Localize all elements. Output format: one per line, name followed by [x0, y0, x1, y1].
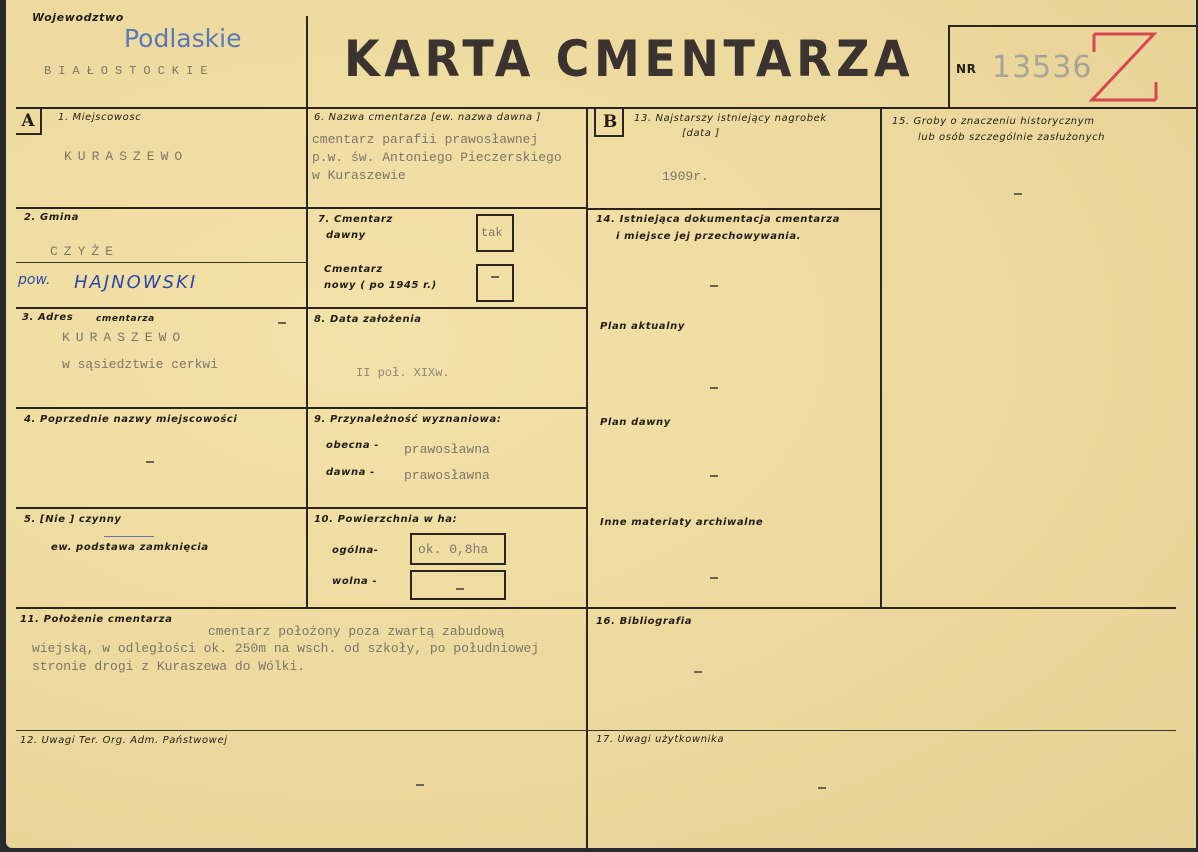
- field-14-label-2: i miejsce jej przechowywania.: [616, 231, 802, 242]
- field-6-label: 6. Nazwa cmentarza [ew. nazwa dawna ]: [314, 112, 542, 123]
- other-archives-value: [710, 577, 718, 579]
- field-10-total-value: ok. 0,8ha: [418, 542, 489, 557]
- grid-line: [16, 507, 586, 509]
- field-4-label: 4. Poprzednie nazwy miejscowości: [24, 414, 238, 425]
- field-9-current-value: prawosławna: [404, 442, 490, 457]
- field-9-current-label: obecna -: [326, 440, 380, 451]
- grid-line: [880, 107, 882, 609]
- field-5-label: 5. [Nie ] czynny: [24, 514, 122, 525]
- field-10-label: 10. Powierzchnia w ha:: [314, 514, 458, 525]
- field-15-label-1: 15. Groby o znaczeniu historycznym: [892, 116, 1095, 127]
- field-7-label-old-2: dawny: [326, 230, 366, 241]
- field-2-value: CZYŻE: [50, 244, 120, 259]
- field-10-free-label: wolna -: [332, 576, 378, 587]
- field-4-value: [146, 461, 154, 463]
- field-13-value: 1909r.: [662, 169, 709, 184]
- field-6-value-line3: w Kuraszewie: [312, 168, 406, 183]
- field-9-label: 9. Przynależność wyznaniowa:: [314, 414, 502, 425]
- field-1-label: 1. Miejscowosc: [58, 112, 142, 123]
- field-11-value-line1: cmentarz położony poza zwartą zabudową: [208, 624, 505, 639]
- field-7-new-checkbox[interactable]: [476, 264, 514, 302]
- field-2-county-prefix: pow.: [18, 272, 51, 288]
- field-15-label-2: lub osób szczególnie zasłużonych: [918, 132, 1106, 143]
- field-16-label: 16. Bibliografia: [596, 616, 693, 627]
- field-11-value-line2: wiejską, w odległości ok. 250m na wsch. od szkoły, po południowej: [32, 641, 540, 656]
- field-2-county-value: HAJNOWSKI: [74, 272, 198, 293]
- field-11-value-line3: stronie drogi z Kuraszewa do Wólki.: [32, 659, 306, 674]
- field-7-label-new-1: Cmentarz: [324, 264, 383, 275]
- field-9-former-value: prawosławna: [404, 468, 490, 483]
- card-title: KARTA CMENTARZA: [344, 30, 915, 88]
- field-17-label: 17. Uwagi użytkownika: [596, 734, 725, 745]
- field-5-sublabel: ew. podstawa zamknięcia: [51, 542, 209, 553]
- field-7-label-old-1: 7. Cmentarz: [318, 214, 393, 225]
- field-3-label: 3. Adres: [22, 312, 74, 323]
- grid-line: [16, 607, 1176, 609]
- field-16-value: [694, 671, 702, 673]
- grid-line: [16, 407, 586, 409]
- voivodeship-label: Wojewodztwo: [32, 11, 124, 24]
- field-5-underline: [104, 536, 154, 537]
- field-9-former-label: dawna -: [326, 467, 375, 478]
- field-7-new-value: [491, 276, 499, 278]
- field-12-label: 12. Uwagi Ter. Org. Adm. Państwowej: [20, 735, 228, 746]
- voivodeship-stamp: Podlaskie: [124, 24, 242, 53]
- field-10-free-value: [456, 588, 464, 590]
- field-1-value: KURASZEWO: [64, 149, 189, 164]
- field-2-label: 2. Gmina: [24, 212, 79, 223]
- field-8-label: 8. Data założenia: [314, 314, 422, 325]
- field-8-value: II poł. XIXw.: [356, 366, 450, 380]
- grid-line: [586, 208, 882, 210]
- cemetery-card: [6, 0, 1196, 848]
- field-12-value: [416, 784, 424, 786]
- field-11-label: 11. Położenie cmentarza: [20, 614, 173, 625]
- field-3-value-line1: KURASZEWO: [62, 330, 187, 345]
- grid-line: [306, 107, 308, 607]
- header-divider: [306, 16, 308, 108]
- field-10-free-box[interactable]: [410, 570, 506, 600]
- field-17-value: [818, 787, 826, 789]
- nr-box-top: [948, 25, 1198, 27]
- field-13-label-2: [data ]: [682, 128, 720, 139]
- field-6-value-line1: cmentarz parafii prawosławnej: [312, 132, 539, 147]
- field-3-dash: [278, 322, 286, 324]
- grid-line: [16, 262, 308, 263]
- field-14-label-1: 14. Istniejąca dokumentacja cmentarza: [596, 214, 841, 225]
- grid-line: [16, 307, 586, 309]
- field-7-old-value: tak: [481, 226, 503, 240]
- plan-old-label: Plan dawny: [600, 417, 671, 428]
- field-10-total-box[interactable]: [410, 533, 506, 565]
- nr-label: NR: [956, 62, 977, 76]
- grid-line: [16, 730, 1176, 731]
- field-13-label-1: 13. Najstarszy istniejący nagrobek: [634, 113, 827, 124]
- z-mark-icon: [1086, 28, 1166, 106]
- field-3-value-line2: w sąsiedztwie cerkwi: [62, 357, 219, 372]
- section-a-marker: A: [16, 109, 42, 135]
- field-15-value: [1014, 193, 1022, 195]
- field-7-old-checkbox[interactable]: [476, 214, 514, 252]
- field-7-label-new-2: nowy ( po 1945 r.): [324, 280, 437, 291]
- plan-old-value: [710, 475, 718, 477]
- plan-current-label: Plan aktualny: [600, 321, 686, 332]
- nr-box-left: [948, 25, 950, 109]
- voivodeship-typed: BIAŁOSTOCKIE: [44, 64, 215, 78]
- field-3-label-b: cmentarza: [96, 314, 155, 324]
- field-10-total-label: ogólna-: [332, 545, 379, 556]
- grid-line: [16, 207, 586, 209]
- other-archives-label: Inne materiaty archiwalne: [600, 517, 764, 528]
- nr-value: 13536: [992, 50, 1093, 85]
- field-6-value-line2: p.w. św. Antoniego Pieczerskiego: [312, 150, 562, 165]
- plan-current-value: [710, 387, 718, 389]
- section-b-box: [594, 109, 624, 137]
- grid-line: [586, 107, 588, 852]
- section-b-marker: B: [602, 112, 618, 132]
- field-14-value: [710, 285, 718, 287]
